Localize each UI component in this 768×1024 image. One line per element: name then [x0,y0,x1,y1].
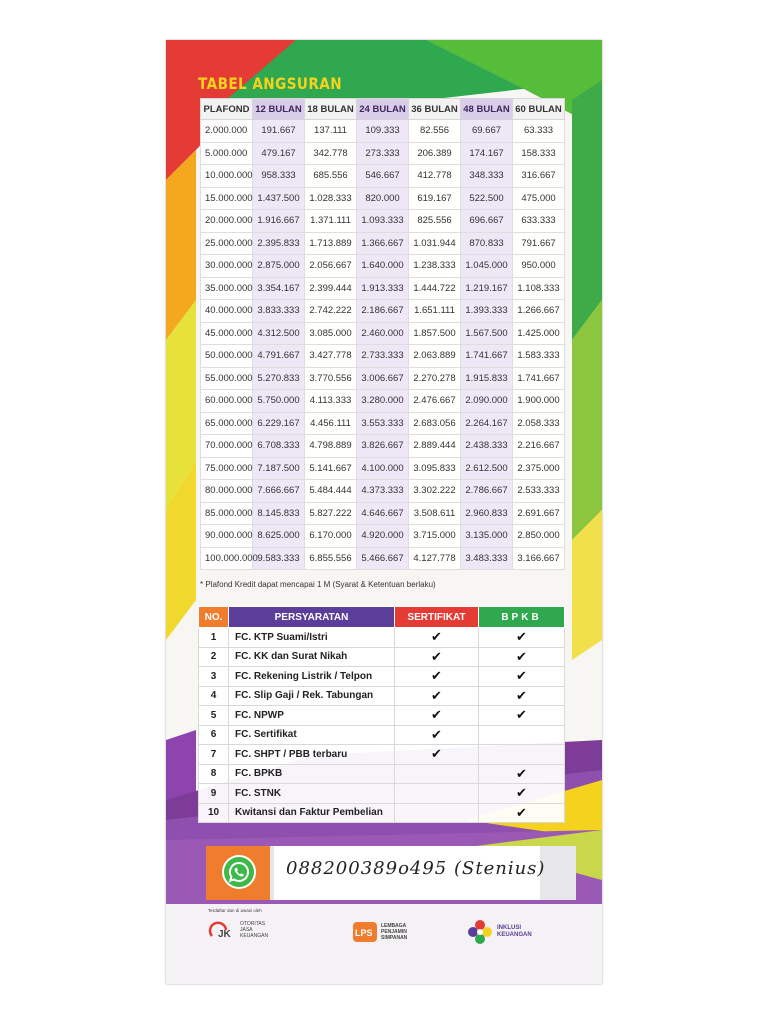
plafond-cell: 40.000.000 [201,300,253,323]
plafond-cell: 65.000.000 [201,412,253,435]
table-row [201,322,565,345]
installment-cell: 4.312.500 [253,322,305,345]
installment-cell: 1.266.667 [513,300,565,323]
sertifikat-check: ✔ [395,628,479,648]
sertifikat-check: ✔ [395,706,479,726]
sertifikat-check [395,764,479,784]
col-header-persyaratan: PERSYARATAN [229,607,395,628]
installment-cell: 3.085.000 [305,322,357,345]
bpkb-check: ✔ [479,686,565,706]
requirement-label: FC. BPKB [229,764,395,784]
installment-cell: 2.742.222 [305,300,357,323]
installment-cell: 69.667 [461,120,513,143]
installment-cell: 1.640.000 [357,255,409,278]
installment-cell: 6.708.333 [253,435,305,458]
installment-cell: 7.187.500 [253,457,305,480]
installment-cell: 696.667 [461,210,513,233]
installment-cell: 2.375.000 [513,457,565,480]
phone-number[interactable]: 088200389o495 (Stenius) [286,858,546,879]
col-header-24: 24 BULAN [357,99,409,120]
installment-cell: 2.683.056 [409,412,461,435]
installment-cell: 1.713.889 [305,232,357,255]
installment-cell: 7.666.667 [253,480,305,503]
col-header-48: 48 BULAN [461,99,513,120]
installment-cell: 2.476.667 [409,390,461,413]
installment-cell: 191.667 [253,120,305,143]
col-header-no: NO. [199,607,229,628]
bpkb-check: ✔ [479,667,565,687]
installment-cell: 3.135.000 [461,525,513,548]
installment-cell: 3.427.778 [305,345,357,368]
installment-cell: 2.090.000 [461,390,513,413]
sertifikat-check [395,784,479,804]
installment-cell: 2.533.333 [513,480,565,503]
installment-cell: 1.028.333 [305,187,357,210]
requirement-number: 2 [199,647,229,667]
installment-cell: 619.167 [409,187,461,210]
installment-cell: 1.045.000 [461,255,513,278]
installment-cell: 2.460.000 [357,322,409,345]
requirements-table [198,606,565,823]
requirement-label: Kwitansi dan Faktur Pembelian [229,803,395,823]
installment-table [200,98,565,570]
ojk-logo [208,908,274,940]
plafond-cell: 80.000.000 [201,480,253,503]
bpkb-check: ✔ [479,803,565,823]
installment-cell: 870.833 [461,232,513,255]
installment-cell: 1.741.667 [513,367,565,390]
plafond-cell: 5.000.000 [201,142,253,165]
requirement-label: FC. KTP Suami/Istri [229,628,395,648]
installment-cell: 3.483.333 [461,547,513,570]
requirement-number: 9 [199,784,229,804]
installment-cell: 5.827.222 [305,502,357,525]
installment-cell: 2.395.833 [253,232,305,255]
ojk-caption: Terdaftar dan di awasi oleh [208,908,262,913]
col-header-plafond: PLAFOND [201,99,253,120]
installment-cell: 5.466.667 [357,547,409,570]
installment-cell: 3.508.611 [409,502,461,525]
brochure-card [166,40,602,984]
installment-cell: 1.425.000 [513,322,565,345]
installment-cell: 316.667 [513,165,565,188]
whatsapp-icon[interactable] [222,855,256,889]
table-row [201,480,565,503]
installment-cell: 3.833.333 [253,300,305,323]
table-row [201,435,565,458]
svg-text:LPS: LPS [355,928,373,938]
table-row [201,412,565,435]
installment-cell: 1.371.111 [305,210,357,233]
requirement-number: 7 [199,745,229,765]
installment-cell: 825.556 [409,210,461,233]
installment-cell: 2.850.000 [513,525,565,548]
table-row [201,547,565,570]
table-row [201,367,565,390]
table-row [201,502,565,525]
installment-cell: 6.229.167 [253,412,305,435]
plafond-cell: 100.000.000 [201,547,253,570]
requirement-number: 6 [199,725,229,745]
installment-cell: 2.612.500 [461,457,513,480]
bpkb-check: ✔ [479,706,565,726]
flower-icon [466,918,494,946]
installment-cell: 2.438.333 [461,435,513,458]
installment-cell: 3.006.667 [357,367,409,390]
installment-cell: 273.333 [357,142,409,165]
installment-cell: 4.127.778 [409,547,461,570]
requirement-label: FC. Slip Gaji / Rek. Tabungan [229,686,395,706]
inklusi-logo [466,918,539,946]
installment-cell: 174.167 [461,142,513,165]
installment-cell: 1.915.833 [461,367,513,390]
ojk-icon [208,920,238,940]
installment-cell: 3.280.000 [357,390,409,413]
installment-cell: 1.031.944 [409,232,461,255]
installment-cell: 3.302.222 [409,480,461,503]
installment-cell: 685.556 [305,165,357,188]
installment-cell: 4.920.000 [357,525,409,548]
installment-cell: 3.553.333 [357,412,409,435]
installment-cell: 1.238.333 [409,255,461,278]
installment-cell: 2.270.278 [409,367,461,390]
installment-cell: 5.484.444 [305,480,357,503]
requirement-number: 8 [199,764,229,784]
installment-cell: 3.826.667 [357,435,409,458]
requirement-label: FC. Sertifikat [229,725,395,745]
sertifikat-check: ✔ [395,667,479,687]
installment-cell: 633.333 [513,210,565,233]
bpkb-check [479,725,565,745]
installment-cell: 1.093.333 [357,210,409,233]
plafond-cell: 45.000.000 [201,322,253,345]
installment-cell: 2.216.667 [513,435,565,458]
table-row [199,647,565,667]
table-row [201,277,565,300]
plafond-cell: 10.000.000 [201,165,253,188]
installment-cell: 2.960.833 [461,502,513,525]
installment-cell: 5.270.833 [253,367,305,390]
installment-cell: 475.000 [513,187,565,210]
sertifikat-check: ✔ [395,647,479,667]
col-header-sertifikat: SERTIFIKAT [395,607,479,628]
installment-cell: 82.556 [409,120,461,143]
sertifikat-check: ✔ [395,686,479,706]
requirement-number: 4 [199,686,229,706]
installment-cell: 1.583.333 [513,345,565,368]
sertifikat-check: ✔ [395,745,479,765]
requirement-label: FC. KK dan Surat Nikah [229,647,395,667]
table-row [199,803,565,823]
installment-cell: 1.651.111 [409,300,461,323]
table-row [201,525,565,548]
requirement-label: FC. Rekening Listrik / Telpon [229,667,395,687]
plafond-cell: 35.000.000 [201,277,253,300]
installment-cell: 4.373.333 [357,480,409,503]
installment-cell: 1.393.333 [461,300,513,323]
table-row [201,232,565,255]
table-row [199,628,565,648]
installment-cell: 1.219.167 [461,277,513,300]
installment-cell: 412.778 [409,165,461,188]
table-row [201,345,565,368]
installment-cell: 2.399.444 [305,277,357,300]
installment-cell: 2.691.667 [513,502,565,525]
installment-cell: 1.741.667 [461,345,513,368]
installment-cell: 1.366.667 [357,232,409,255]
installment-cell: 1.916.667 [253,210,305,233]
table-row [201,120,565,143]
installment-cell: 2.186.667 [357,300,409,323]
sertifikat-check: ✔ [395,725,479,745]
col-header-60: 60 BULAN [513,99,565,120]
installment-cell: 1.444.722 [409,277,461,300]
plafond-cell: 2.000.000 [201,120,253,143]
plafond-cell: 60.000.000 [201,390,253,413]
table-row [199,764,565,784]
table-row [201,390,565,413]
requirement-label: FC. NPWP [229,706,395,726]
requirement-number: 3 [199,667,229,687]
requirement-label: FC. STNK [229,784,395,804]
col-header-18: 18 BULAN [305,99,357,120]
installment-cell: 950.000 [513,255,565,278]
bpkb-check: ✔ [479,764,565,784]
plafond-cell: 55.000.000 [201,367,253,390]
installment-cell: 4.113.333 [305,390,357,413]
requirement-number: 10 [199,803,229,823]
installment-cell: 1.567.500 [461,322,513,345]
installment-cell: 3.354.167 [253,277,305,300]
installment-cell: 1.857.500 [409,322,461,345]
requirement-number: 1 [199,628,229,648]
installment-cell: 8.625.000 [253,525,305,548]
plafond-cell: 25.000.000 [201,232,253,255]
ojk-text: OTORITAS JASA KEUANGAN [240,921,269,939]
installment-cell: 2.056.667 [305,255,357,278]
table-row [199,784,565,804]
bpkb-check: ✔ [479,647,565,667]
requirement-label: FC. SHPT / PBB terbaru [229,745,395,765]
installment-cell: 137.111 [305,120,357,143]
plafond-cell: 90.000.000 [201,525,253,548]
installment-cell: 2.063.889 [409,345,461,368]
installment-cell: 6.855.556 [305,547,357,570]
installment-cell: 342.778 [305,142,357,165]
plafond-cell: 50.000.000 [201,345,253,368]
installment-cell: 2.733.333 [357,345,409,368]
installment-cell: 6.170.000 [305,525,357,548]
inklusi-text: INKLUSI KEUANGAN [497,925,532,938]
plafond-cell: 30.000.000 [201,255,253,278]
installment-cell: 1.900.000 [513,390,565,413]
installment-cell: 2.058.333 [513,412,565,435]
installment-cell: 479.167 [253,142,305,165]
table-row [201,457,565,480]
installment-cell: 958.333 [253,165,305,188]
lps-logo [352,920,421,944]
installment-cell: 109.333 [357,120,409,143]
installment-cell: 2.786.667 [461,480,513,503]
table-row [199,745,565,765]
table-row [199,667,565,687]
plafond-cell: 70.000.000 [201,435,253,458]
installment-cell: 4.646.667 [357,502,409,525]
installment-cell: 791.667 [513,232,565,255]
installment-cell: 3.770.556 [305,367,357,390]
col-header-bpkb: BPKB [479,607,565,628]
lps-text: LEMBAGA PENJAMIN SIMPANAN [381,923,408,941]
installment-cell: 3.715.000 [409,525,461,548]
plafond-cell: 20.000.000 [201,210,253,233]
requirements-header-row [199,607,565,628]
table-row [199,725,565,745]
installment-cell: 2.889.444 [409,435,461,458]
installment-cell: 1.913.333 [357,277,409,300]
table-row [201,142,565,165]
installment-cell: 348.333 [461,165,513,188]
installment-cell: 5.141.667 [305,457,357,480]
requirement-number: 5 [199,706,229,726]
plafond-note: * Plafond Kredit dapat mencapai 1 M (Syarat & Ketentuan berlaku) [200,580,436,589]
installment-cell: 3.166.667 [513,547,565,570]
installment-header-row [201,99,565,120]
installment-cell: 3.095.833 [409,457,461,480]
table-row [199,706,565,726]
installment-cell: 9.583.333 [253,547,305,570]
svg-text:JK: JK [218,929,231,940]
installment-cell: 1.108.333 [513,277,565,300]
lps-icon [352,920,378,944]
installment-cell: 206.389 [409,142,461,165]
installment-cell: 4.100.000 [357,457,409,480]
installment-cell: 4.798.889 [305,435,357,458]
installment-cell: 2.875.000 [253,255,305,278]
installment-cell: 4.456.111 [305,412,357,435]
installment-cell: 8.145.833 [253,502,305,525]
plafond-cell: 75.000.000 [201,457,253,480]
installment-cell: 1.437.500 [253,187,305,210]
table-row [201,300,565,323]
plafond-cell: 85.000.000 [201,502,253,525]
col-header-12: 12 BULAN [253,99,305,120]
installment-cell: 4.791.667 [253,345,305,368]
installment-cell: 158.333 [513,142,565,165]
page-title: TABEL ANGSURAN [198,74,343,93]
installment-cell: 5.750.000 [253,390,305,413]
installment-cell: 522.500 [461,187,513,210]
table-row [199,686,565,706]
table-row [201,165,565,188]
installment-cell: 2.264.167 [461,412,513,435]
bpkb-check: ✔ [479,628,565,648]
table-row [201,255,565,278]
plafond-cell: 15.000.000 [201,187,253,210]
bpkb-check [479,745,565,765]
sertifikat-check [395,803,479,823]
table-row [201,210,565,233]
table-row [201,187,565,210]
installment-cell: 63.333 [513,120,565,143]
col-header-36: 36 BULAN [409,99,461,120]
installment-cell: 546.667 [357,165,409,188]
installment-cell: 820.000 [357,187,409,210]
bpkb-check: ✔ [479,784,565,804]
